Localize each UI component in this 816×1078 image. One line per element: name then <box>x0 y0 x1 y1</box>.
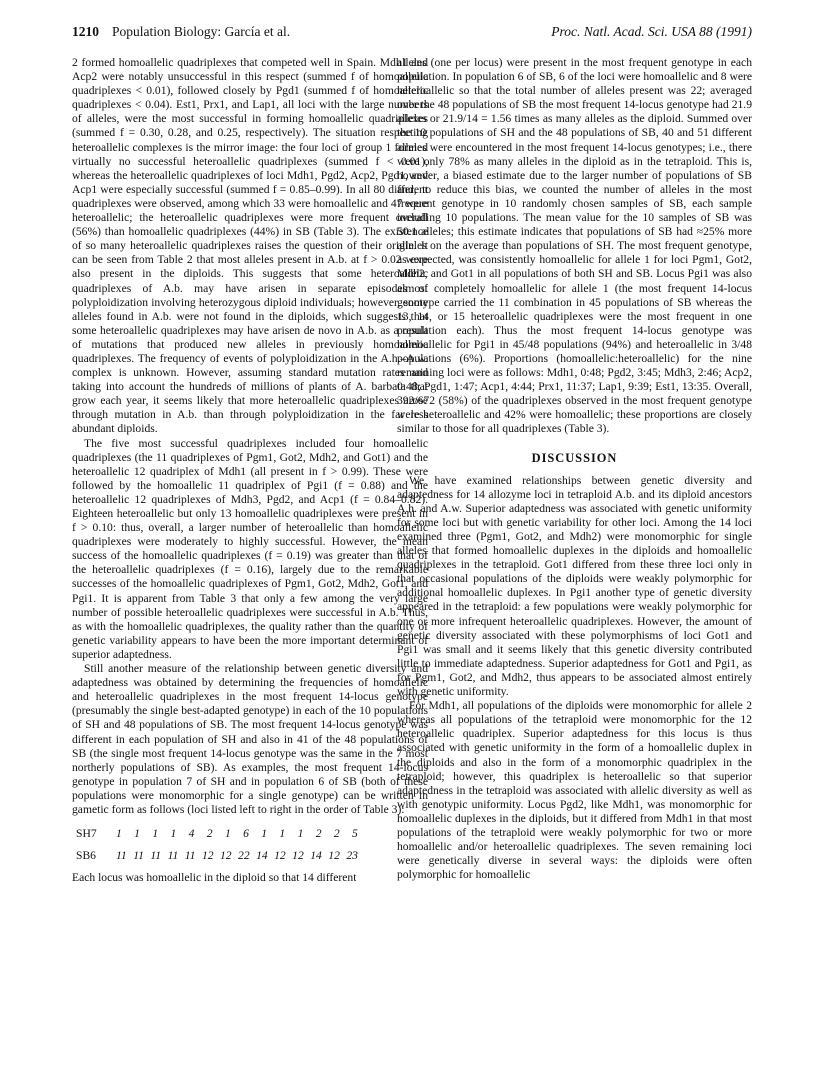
allele-value: 1 <box>152 827 159 841</box>
allele-value: 2 <box>206 827 213 841</box>
allele-value: 12 <box>274 849 286 863</box>
left-paragraph-1: 2 formed homoallelic quadriplexes that competed well in Spain. Mdh1 and Acp2 were notably unsuccessful in this respect (summed f of homoallelic quadriplexes < 0.01), followed closely by Pgd1 (summed f of homoallelic quadriplexes < 0.04). Est1, Prx1, and Lap1, all loci with the large numbers of alleles, were the most successful in forming homoallelic quadriplexes (summed f = 0.30, 0.28, and 0.25, respectively). The situation respecting heteroallelic complexes is the mirror image: the four loci of group 1 formed virtually no successful heteroallelic quadriplexes (summed f < 0.01), whereas the heteroallelic quadriplexes of loci Mdh1, Pgd2, Acp2, Pgd1, and Acp1 were especially successful (summed f = 0.85–0.99). In all 80 different quadriplexes were observed, among which 33 were homoallelic and 47 were heteroallelic; the heteroallelic quadriplexes were more frequent overall (56%) than homoallelic quadriplexes (44%) in SB (Table 3). The existence of so many heteroallelic quadriplexes raises the question of their origin. It can be seen from Table 2 that most alleles present in A.b. at f > 0.02 were also present in the diploids. This suggests that some heteroallelic quadriplexes of A.b. may have arisen in separate episodes of polyploidization involving heterozygous diploid individuals; however, some alleles found in A.b. were not found in the diploids, which suggests that some heteroallelic quadriplexes may have arisen de novo in A.b. as a result of mutations that produced new alleles in previously homoallelic quadriplexes. The frequency of events of polyploidization in the A.h.–A.w. complex is unknown. However, assuming standard mutation rates and taking into account the hundreds of millions of plants of A. barbata that grow each year, it seems likely that more heteroallelic quadriplexes arose through mutation in A.b. than through polyploidization in the far less abundant diploids. <box>72 56 428 436</box>
right-paragraph-1: alleles (one per locus) were present in the most frequent genotype in each population. In population 6 of SB, 6 of the loci were homoallelic and 8 were heteroallelic so that the total number of alleles present was 22; averaged over the 48 populations of SB the most frequent 14-locus genotype had 21.9 alleles or 21.9/14 = 1.56 times as many alleles as the diploid. Summed over the 10 populations of SH and the 48 populations of SB, 40 and 51 different alleles were encountered in the most frequent 14-locus genotypes; i.e., there were only 78% as many alleles in the diploid as in the tetraploid. This is, however, a biased estimate due to the larger number of populations of SB and, to reduce this bias, we counted the number of alleles in the most frequent genotype in 10 randomly chosen samples of SB, each sample including 10 populations. The mean value for the 10 samples of SB was 50.1 alleles; this estimate indicates that populations of SB had ≈25% more alleles on the average than populations of SH. The most frequent genotype, as expected, was consistently homoallelic for allele 1 for loci Pgm1, Got2, Mdh2, and Got1 in all populations of both SH and SB. Locus Pgi1 was also almost completely homoallelic for allele 1 (the most frequent 14-locus genotype carried the 11 combination in 45 populations of SB whereas the 13, 14, or 15 heteroallelic quadriplexes were the most frequent in one population each). Thus the most frequent 14-locus genotype was homoallelic for Pgi1 in 45/48 populations (94%) and heteroallelic in 3/48 populations (6%). Proportions (homoallelic:heteroallelic) for the nine remaining loci were as follows: Mdh1, 0:48; Pgd2, 3:45; Mdh3, 2:46; Acp2, 0:48; Pgd1, 1:47; Acp1, 4:44; Prx1, 11:37; Lap1, 9:39; Est1, 13:35. Overall, 392/672 (58%) of the quadriplexes observed in the most frequent genotype were heteroallelic and 42% were homoallelic; these proportions are closely similar to those for all quadriplexes (Table 3). <box>397 56 752 436</box>
allele-value: 2 <box>315 827 322 841</box>
allele-value: 1 <box>279 827 286 841</box>
allele-value: 12 <box>219 849 232 863</box>
allele-value: 14 <box>256 849 268 863</box>
allele-value: 22 <box>238 849 250 863</box>
allele-value: 1 <box>261 827 268 841</box>
running-title: Population Biology: García et al. <box>112 24 291 39</box>
allele-value: 11 <box>116 849 127 863</box>
allele-value: 1 <box>116 827 122 841</box>
allele-value: 11 <box>167 849 179 863</box>
allele-value: 6 <box>243 827 249 841</box>
allele-value: 14 <box>310 849 322 863</box>
allele-value: 5 <box>352 827 358 841</box>
allele-value: 12 <box>328 849 340 863</box>
section-heading-discussion: DISCUSSION <box>531 450 618 465</box>
allele-value: 11 <box>184 849 196 863</box>
allele-value: 1 <box>170 827 177 841</box>
page-header <box>72 22 752 42</box>
allele-value: 12 <box>292 849 304 863</box>
genotype-values <box>116 849 428 863</box>
page-number: 1210 <box>72 24 99 39</box>
allele-value: 4 <box>188 827 195 841</box>
genotype-row-sh7 <box>72 827 428 841</box>
genotype-values <box>116 827 428 841</box>
right-paragraph-2: We have examined relationships between genetic diversity and adaptedness for 14 allozyme loci in tetraploid A.b. and its diploid ancestors A.h. and A.w. Superior adaptedness was associated with genetic uniformity for some loci but with genetic variability for other loci. Among the 14 loci examined three (Pgm1, Got2, and Mdh2) were monomorphic for single alleles that formed homoallelic duplexes in the diploids and homoallelic quadriplexes in the tetraploid. Got1 differed from these three loci only in that occasional populations of the diploids were weakly polymorphic for additional homoallelic duplexes. In Pgi1 another type of genetic diversity appeared in the tetraploid: a few populations were weakly polymorphic for one or more infrequent heteroallelic quadriplexes. However, the amount of genetic diversity associated with these polymorphisms of loci Got1 and Pgi1 was small and it seems likely that this genetic diversity contributed little to immediate adaptedness. Superior adaptedness for Got1 and Pgi1, as for Pgm1, Got2, and Mdh2, thus appears to be associated almost entirely with genetic uniformity. <box>397 473 752 699</box>
allele-value: 11 <box>150 849 162 863</box>
allele-value: 1 <box>297 827 304 841</box>
genotype-row-sb6 <box>72 849 428 863</box>
allele-value: 11 <box>133 849 144 863</box>
genotype-label: SB6 <box>76 849 96 863</box>
allele-value: 12 <box>201 849 214 863</box>
left-paragraph-4: Each locus was homoallelic in the diploid so that 14 different <box>72 871 357 885</box>
allele-value: 2 <box>333 827 340 841</box>
allele-value: 1 <box>224 827 231 841</box>
left-paragraph-3: Still another measure of the relationship between genetic diversity and adaptedness was obtained by determining the frequencies of homoallelic and heteroallelic quadriplexes in the most frequent 14-locus genotype (presumably the single best-adapted genotype) in each of the 10 populations of SH and 48 populations of SB. The most frequent 14-locus genotype was different in each population of SH and also in 41 of the 48 populations of SB (the single most frequent 14-locus genotype was the same in the 7 most northerly populations of SB). As examples, the most frequent 14-locus genotype in population 7 of SH and in population 6 of SB (both of these populations were monomorphic for a single genotype) can be written in gametic form as follows (loci listed left to right in the order of Table 3): <box>72 662 428 816</box>
left-paragraph-2: The five most successful quadriplexes included four homoallelic quadriplexes (the 11 quadriplexes of Pgm1, Got2, Mdh2, and Got1) and the heteroallelic 12 quadriplex of Mdh1 (all present in f > 0.99). These were followed by the homoallelic 11 quadriplex of Pgi1 (f = 0.88) and the heteroallelic 12 quadriplexes of Mdh3, Pgd2, and Acp1 (f = 0.84–0.82). Eighteen heteroallelic but only 13 homoallelic quadriplexes were present in f > 0.10: thus, overall, a larger number of heteroallelic than homoallelic quadriplexes were moderately to highly successful. However, the mean success of the homoallelic quadriplexes (f = 0.19) was greater than that of the heteroallelic quadriplexes (f = 0.16), largely due to the remarkable successes of the homoallelic quadriplexes of Pgm1, Got2, Mdh2, Got1, and Pgi1. It is apparent from Table 3 that only a few among the very large number of possible heteroallelic quadriplexes were successful in A.b. Thus, as with the homoallelic quadriplexes, the quality rather than the quantity of genetic variability appears to have been the more important determinant of superior adaptedness. <box>72 436 428 661</box>
left-column <box>72 56 428 885</box>
allele-value: 1 <box>134 827 140 841</box>
allele-value: 23 <box>346 849 358 863</box>
right-column <box>397 56 752 882</box>
journal-citation: Proc. Natl. Acad. Sci. USA 88 (1991) <box>551 24 752 39</box>
genotype-label: SH7 <box>76 827 97 841</box>
right-paragraph-3: For Mdh1, all populations of the diploids were monomorphic for allele 2 whereas all populations of the tetraploid were monomorphic for the 12 heteroallelic quadriplex. Superior adaptedness for this locus is thus associated with genetic uniformity in the form of a homoallelic duplex in the diploids and also in the form of a monomorphic quadriplex in the tetraploid; however, this quadriplex is heteroallelic so that superior adaptedness in the tetraploid was associated with allelic diversity as well as with genotypic uniformity. Locus Pgd2, like Mdh1, was monomorphic for homoallelic duplexes in the diploids, but it differed from Mdh1 in that most populations of the tetraploid were weakly polymorphic for two or more homoallelic and/or heteroallelic quadriplexes. The seven remaining loci were genetically diverse in several ways: the diploids were often polymorphic for homoallelic <box>397 699 752 882</box>
